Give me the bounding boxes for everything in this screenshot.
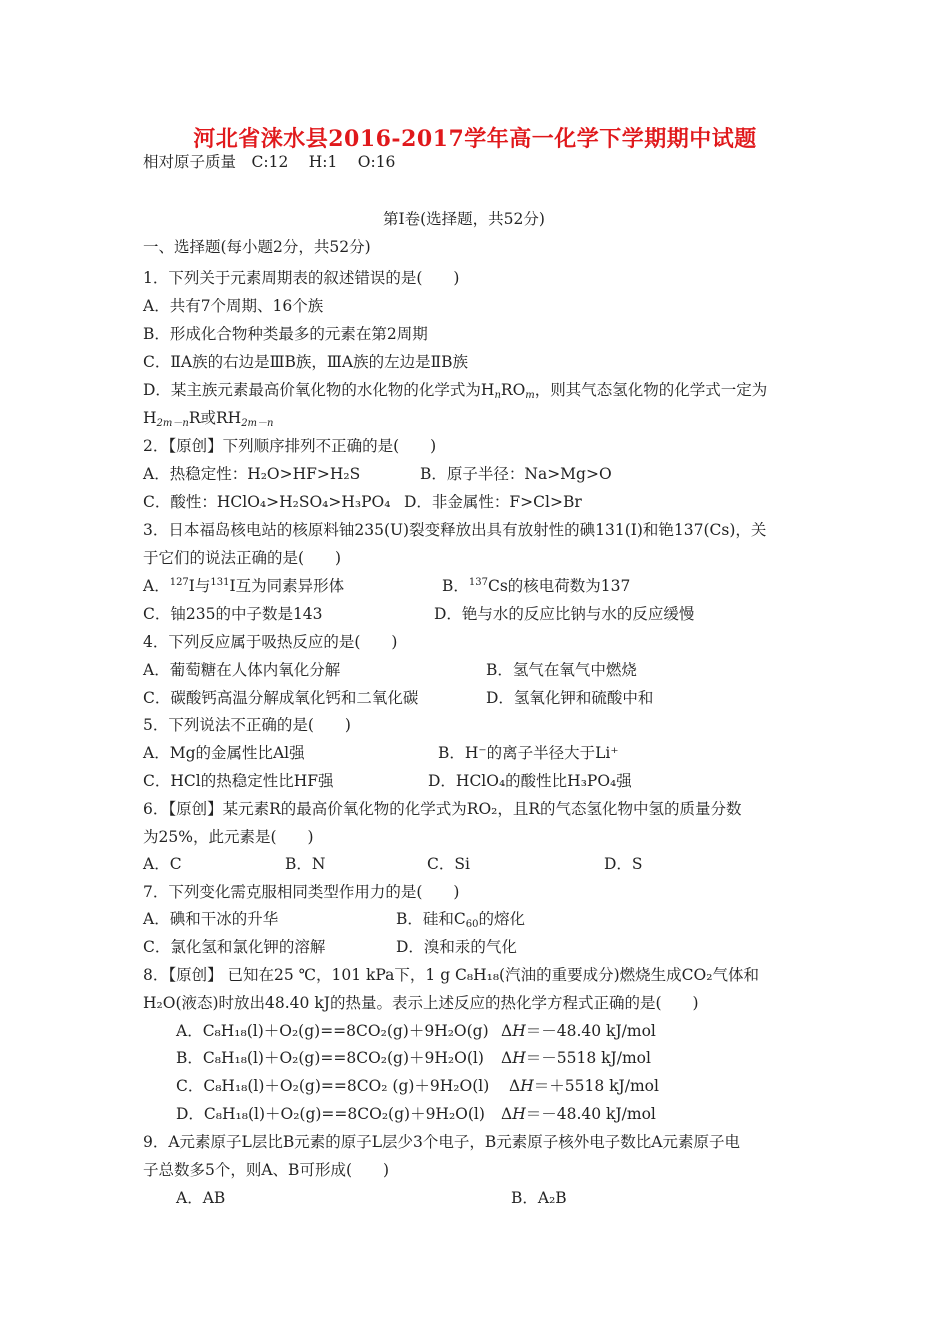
part-heading: 一、选择题(每小题2分，共52分) xyxy=(143,238,371,256)
question-4-option-b: B．氢气在氧气中燃烧 xyxy=(486,661,637,679)
question-6-option-a: A．C xyxy=(143,855,182,873)
question-6-option-c: C．Si xyxy=(427,855,470,873)
question-8-option-d: D．C₈H₁₈(l)＋O₂(g)==8CO₂(g)＋9H₂O(l) xyxy=(176,1105,485,1123)
question-1-stem: 1．下列关于元素周期表的叙述错误的是( ) xyxy=(143,269,460,287)
question-8-option-c: C．C₈H₁₈(l)＋O₂(g)==8CO₂ (g)＋9H₂O(l) xyxy=(176,1077,490,1095)
question-3-option-a: A．$^{127}$I与$^{131}$I互为同素异形体 xyxy=(143,577,345,595)
question-8-option-a-enthalpy: ΔH＝－48.40 kJ/mol xyxy=(501,1022,656,1040)
question-1-option-c: C．ⅡA族的右边是ⅢB族，ⅢA族的左边是ⅡB族 xyxy=(143,353,468,371)
question-8-stem-cont: H₂O(液态)时放出48.40 kJ的热量。表示上述反应的热化学方程式正确的是( ) xyxy=(143,994,699,1012)
question-7-option-d: D．溴和汞的气化 xyxy=(396,938,517,956)
question-9-stem: 9．A元素原子L层比B元素的原子L层少3个电子，B元素原子核外电子数比A元素原子电 xyxy=(143,1133,740,1151)
question-3-option-c: C．铀235的中子数是143 xyxy=(143,605,323,623)
question-2-option-d: D．非金属性：F>Cl>Br xyxy=(404,493,582,511)
question-6-stem-cont: 为25%，此元素是( ) xyxy=(143,828,314,846)
question-8-option-b: B．C₈H₁₈(l)＋O₂(g)==8CO₂(g)＋9H₂O(l) xyxy=(176,1049,484,1067)
question-7-option-c: C．氯化氢和氯化钾的溶解 xyxy=(143,938,326,956)
question-1-option-d-cont: $H_{2m-n}R$或$RH_{2m-n}$ xyxy=(143,409,274,429)
question-8-stem: 8．【原创】 已知在25 ℃，101 kPa下，1 g C₈H₁₈(汽油的重要成分)燃烧生成CO₂气体和 xyxy=(143,966,759,984)
question-2-option-c: C．酸性：HClO₄>H₂SO₄>H₃PO₄ xyxy=(143,493,391,511)
section-header: 第Ⅰ卷(选择题，共52分) xyxy=(383,210,545,228)
question-4-stem: 4．下列反应属于吸热反应的是( ) xyxy=(143,633,398,651)
question-2-stem: 2．【原创】下列顺序排列不正确的是( ) xyxy=(143,437,437,455)
question-3-option-d: D．铯与水的反应比钠与水的反应缓慢 xyxy=(434,605,695,623)
question-8-option-b-enthalpy: ΔH＝－5518 kJ/mol xyxy=(501,1049,651,1067)
question-6-option-d: D．S xyxy=(604,855,643,873)
question-5-option-c: C．HCl的热稳定性比HF强 xyxy=(143,772,334,790)
question-4-option-c: C．碳酸钙高温分解成氧化钙和二氧化碳 xyxy=(143,689,419,707)
question-5-option-b: B．H⁻的离子半径大于Li⁺ xyxy=(438,744,619,762)
question-1-option-d: D．某主族元素最高价氧化物的水化物的化学式为$H_nRO_m$，则其气态氢化物的化学式一定为 xyxy=(143,381,768,401)
question-2-option-a: A．热稳定性：H₂O>HF>H₂S xyxy=(143,465,361,483)
atomic-mass-line: 相对原子质量 C:12 H:1 O:16 xyxy=(143,153,396,171)
question-7-option-b: B．硅和$C_{60}$的熔化 xyxy=(396,910,526,930)
question-3-stem: 3．日本福岛核电站的核原料铀235(U)裂变释放出具有放射性的碘131(I)和铯137(Cs)，关 xyxy=(143,521,767,539)
question-1-option-b: B．形成化合物种类最多的元素在第2周期 xyxy=(143,325,428,343)
question-1-option-a: A．共有7个周期、16个族 xyxy=(143,297,324,315)
question-5-option-a: A．Mg的金属性比Al强 xyxy=(143,744,305,762)
question-5-stem: 5．下列说法不正确的是( ) xyxy=(143,716,351,734)
question-9-option-a: A．AB xyxy=(176,1189,226,1207)
question-8-option-a: A．C₈H₁₈(l)＋O₂(g)==8CO₂(g)＋9H₂O(g) xyxy=(176,1022,489,1040)
question-6-stem: 6．【原创】某元素R的最高价氧化物的化学式为RO₂，且R的气态氢化物中氢的质量分数 xyxy=(143,800,742,818)
question-8-option-c-enthalpy: ΔH＝＋5518 kJ/mol xyxy=(509,1077,659,1095)
question-2-option-b: B．原子半径：Na>Mg>O xyxy=(420,465,612,483)
question-4-option-a: A．葡萄糖在人体内氧化分解 xyxy=(143,661,341,679)
question-5-option-d: D．HClO₄的酸性比H₃PO₄强 xyxy=(428,772,632,790)
question-9-option-b: B．A₂B xyxy=(511,1189,567,1207)
question-8-option-d-enthalpy: ΔH＝－48.40 kJ/mol xyxy=(501,1105,656,1123)
question-4-option-d: D．氢氧化钾和硫酸中和 xyxy=(486,689,654,707)
question-6-option-b: B．N xyxy=(285,855,326,873)
page-title: 河北省涞水县2016-2017学年高一化学下学期期中试题 xyxy=(193,126,757,152)
question-3-stem-cont: 于它们的说法正确的是( ) xyxy=(143,549,342,567)
question-7-option-a: A．碘和干冰的升华 xyxy=(143,910,279,928)
question-7-stem: 7．下列变化需克服相同类型作用力的是( ) xyxy=(143,883,460,901)
question-9-stem-cont: 子总数多5个，则A、B可形成( ) xyxy=(143,1161,390,1179)
question-3-option-b: B．$^{137}$Cs的核电荷数为137 xyxy=(442,577,631,595)
